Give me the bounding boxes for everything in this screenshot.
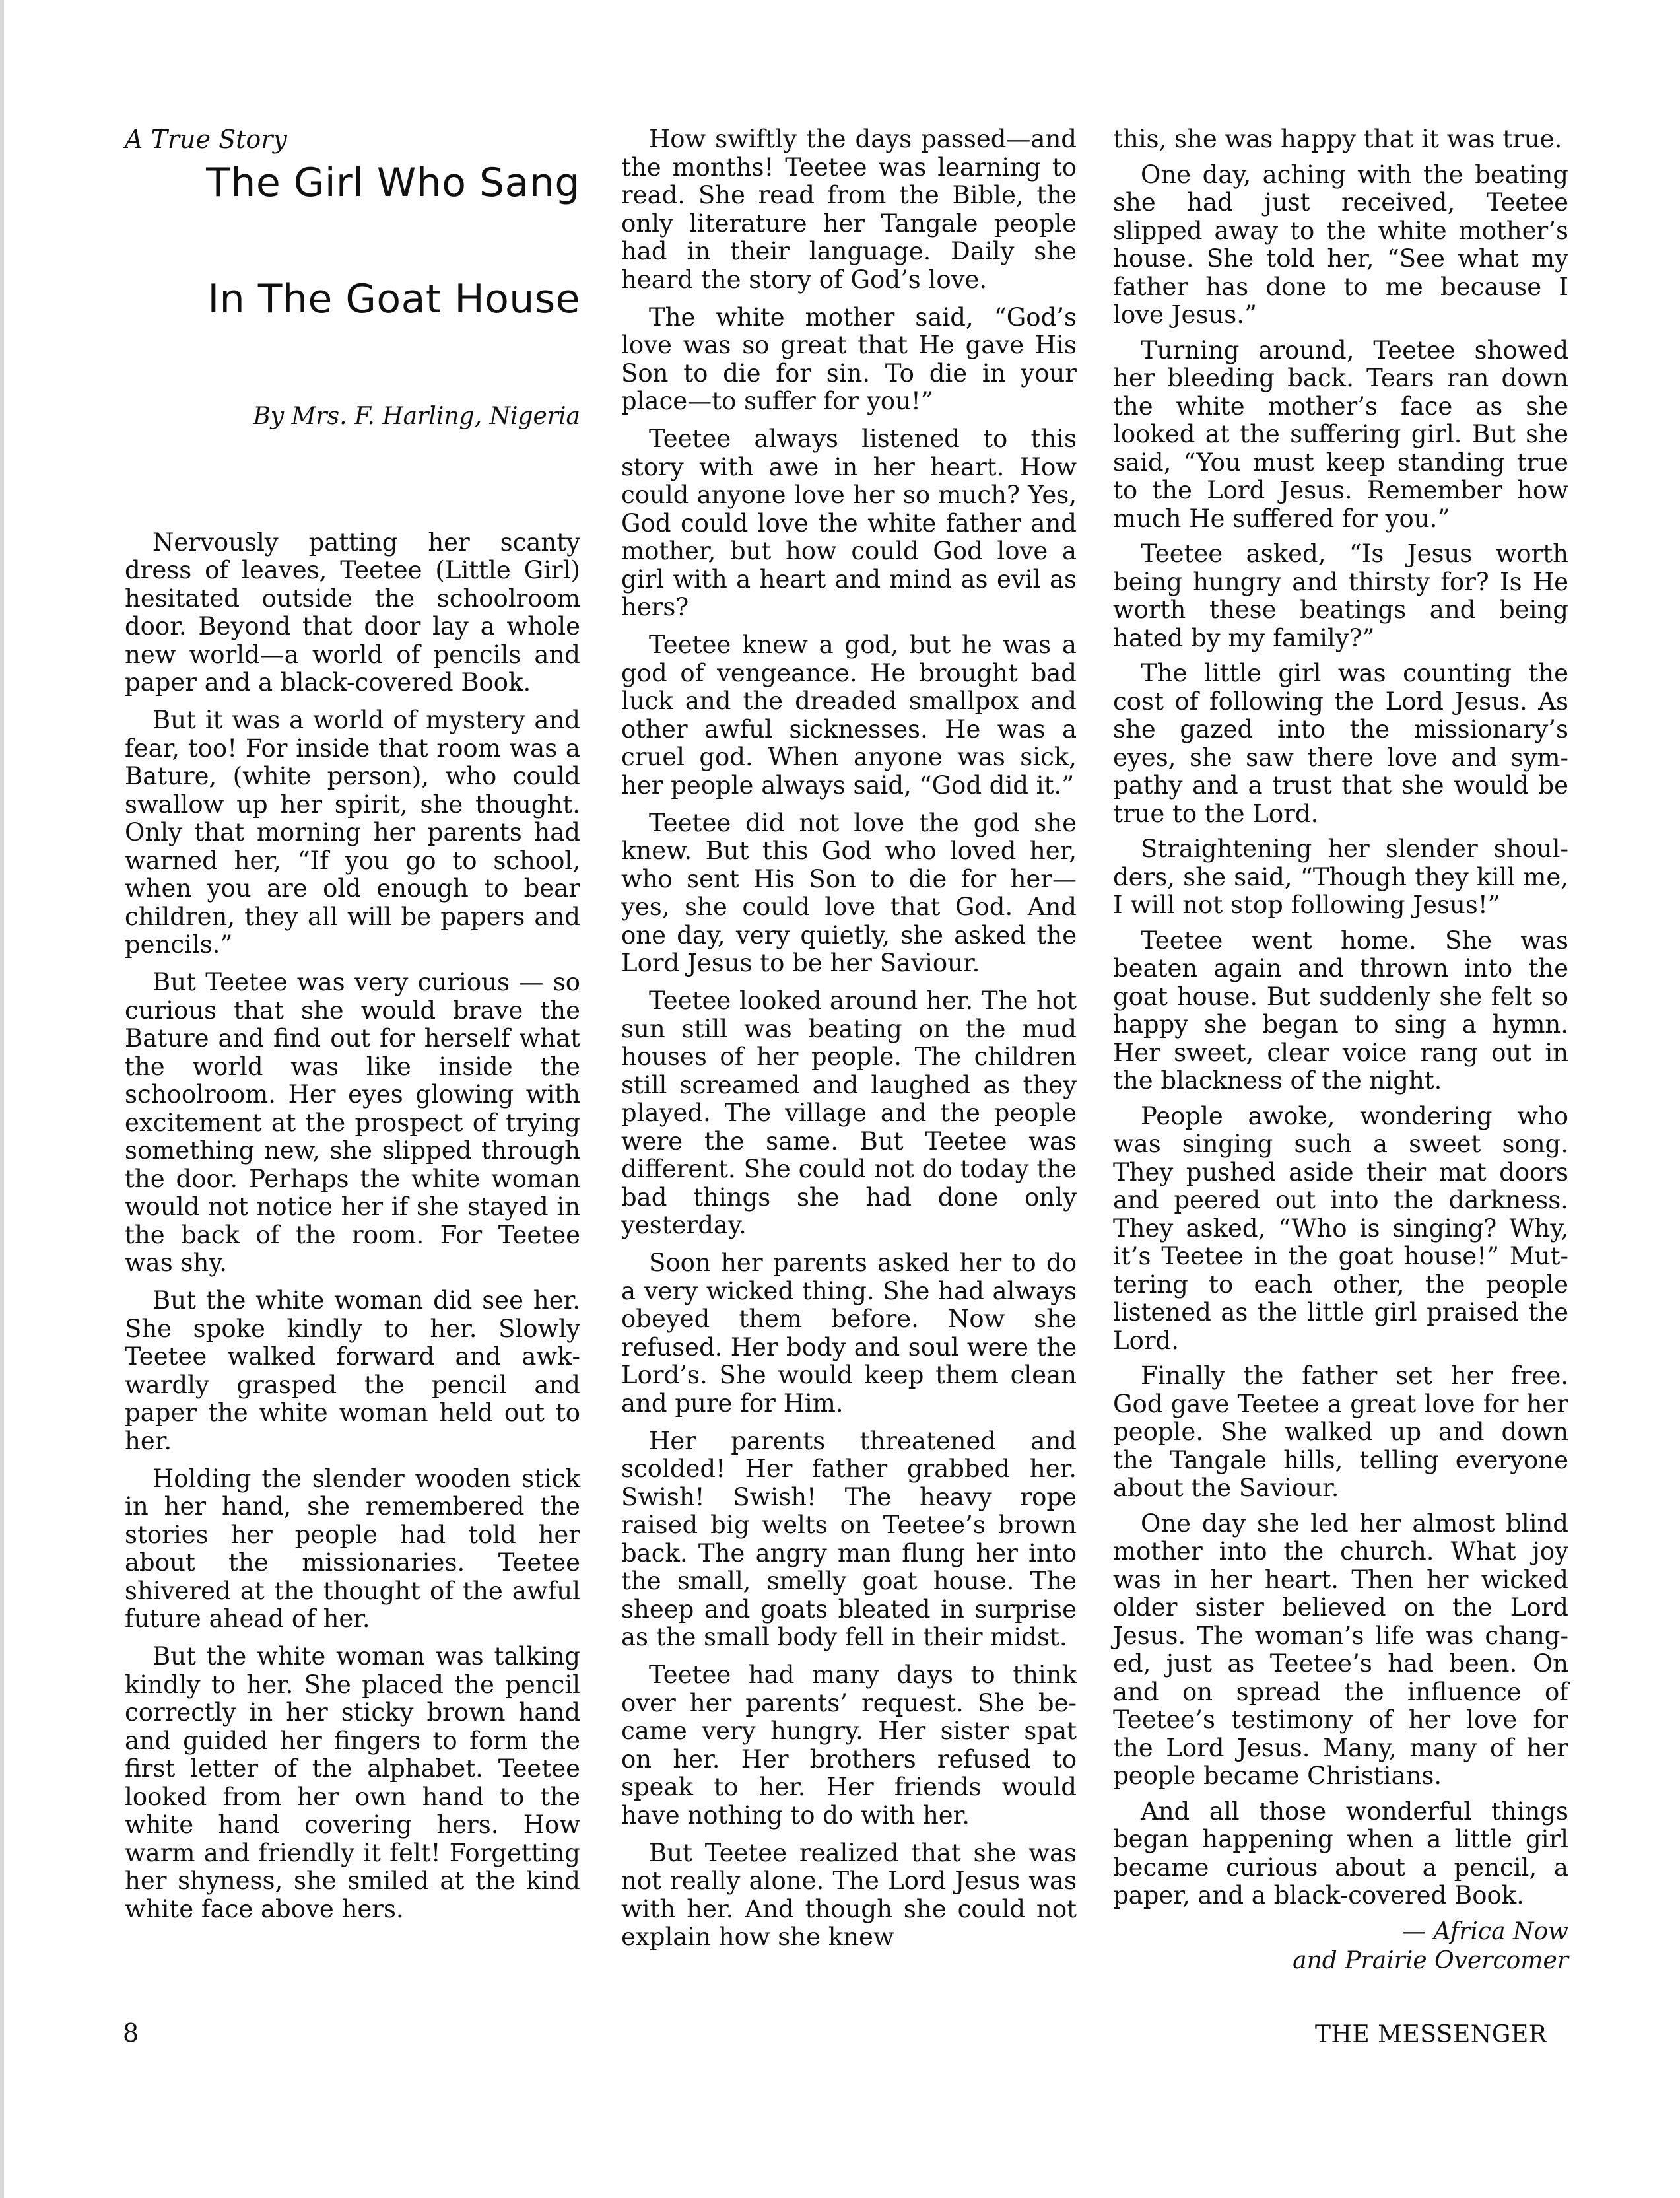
- paragraph: Teetee always listened to this story with awe in her heart. How could anyone love her so much? Yes, God could love the white father and mother, but how could God love a girl with a heart and mind as evil as hers?: [621, 425, 1077, 621]
- paragraph: Soon her parents asked her to do a very wicked thing. She had always obeyed them before. Now she refused. Her body and soul were the Lord’s. She would keep them clean and pure for Him.: [621, 1249, 1077, 1418]
- paragraph: But Teetee realized that she was not really alone. The Lord Jesus was with her. And though she could not explain how she knew: [621, 1838, 1077, 1951]
- paragraph: Her parents threatened and scolded! Her father grabbed her. Swish! Swish! The heavy rope raised big welts on Teetee’s brown back. The angry man flung her into the small, smelly goat house. The sheep and goats bleated in surprise as the small body fell in their midst.: [621, 1426, 1077, 1651]
- paragraph: Straightening her slender shoulders, she said, “Though they kill me, I will not stop following Jesus!”: [1113, 835, 1568, 919]
- article-column-2: [621, 125, 1077, 1961]
- source-credit-line-2: and Prairie Overcomer: [1293, 1946, 1568, 1974]
- article-column-1: [125, 125, 580, 1933]
- paragraph: But Teetee was very curious — so curious that she would brave the Bature and find out for herself what the world was like inside the schoolroom. Her eyes glowing with excitement at the prospect of trying something new, she slipped through the door. Perhaps the white woman would not notice her if she stayed in the back of the room. For Teetee was shy.: [125, 968, 580, 1277]
- paragraph: Nervously patting her scanty dress of leaves, Teetee (Little Girl) hesitated outside the schoolroom door. Beyond that door lay a whole new world—a world of pencils and paper and a black-covered Book.: [125, 528, 580, 697]
- paragraph: Holding the slender wooden stick in her hand, she remembered the stories her people had told her about the missionaries. Teetee shivered at the thought of the awful future ahead of her.: [125, 1464, 580, 1633]
- paragraph: Teetee looked around her. The hot sun still was beating on the mud houses of her people. The children still screamed and laughed as they played. The village and the people were the same. But Teetee was different. She could not do today the bad things she had done only yesterday.: [621, 986, 1077, 1239]
- paragraph: this, she was happy that it was true.: [1113, 125, 1562, 153]
- paragraph: But the white woman did see her. She spoke kindly to her. Slowly Teetee walked forward and awkwardly grasped the pencil and paper the white woman held out to her.: [125, 1286, 580, 1455]
- paragraph: Finally the father set her free. God gave Teetee a great love for her people. She walked up and down the Tangale hills, telling everyone about the Saviour.: [1113, 1361, 1568, 1502]
- paragraph: But it was a world of mystery and fear, too! For inside that room was a Bature, (white person), who could swallow up her spirit, she thought. Only that morning her parents had warned her, “If you go to school, when you are old enough to bear children, they all will be papers and pencils.”: [125, 706, 580, 959]
- paragraph: Turning around, Teetee showed her bleeding back. Tears ran down the white mother’s face as she looked at the suffering girl. But she said, “You must keep standing true to the Lord Jesus. Remember how much He suffered for you.”: [1113, 335, 1568, 533]
- paragraph: Teetee knew a god, but he was a god of vengeance. He brought bad luck and the dreaded smallpox and other awful sicknesses. He was a cruel god. When anyone was sick, her people always said, “God did it.”: [621, 631, 1077, 800]
- article-title-line-2: In The Goat House: [207, 276, 580, 322]
- paragraph: The little girl was counting the cost of following the Lord Jesus. As she gazed into the missionary’s eyes, she saw there love and sympathy and a trust that she would be true to the Lord.: [1113, 659, 1568, 828]
- paragraph: People awoke, wondering who was singing such a sweet song. They pushed aside their mat doors and peered out into the darkness. They asked, “Who is singing? Why, it’s Teetee in the goat house!” Muttering to each other, the people listened as the little girl praised the Lord.: [1113, 1101, 1568, 1355]
- article-kicker: A True Story: [125, 125, 287, 154]
- paragraph: How swiftly the days passed—and the months! Teetee was learning to read. She read from the Bible, the only literature her Tangale people had in their language. Daily she heard the story of God’s love.: [621, 125, 1077, 294]
- paragraph: But the white woman was talking kindly to her. She placed the pencil correctly in her sticky brown hand and guided her fingers to form the first letter of the alphabet. Teetee looked from her own hand to the white hand covering hers. How warm and friendly it felt! Forgetting her shyness, she smiled at the kind white face above hers.: [125, 1642, 580, 1923]
- paragraph: Teetee went home. She was beaten again and thrown into the goat house. But suddenly she felt so happy she began to sing a hymn. Her sweet, clear voice rang out in the blackness of the night.: [1113, 926, 1568, 1095]
- source-credit-line-1: — Africa Now: [1402, 1917, 1568, 1945]
- paragraph: The white mother said, “God’s love was so great that He gave His Son to die for sin. To die in your place—to suffer for you!”: [621, 302, 1077, 415]
- paragraph: One day she led her almost blind mother into the church. What joy was in her heart. Then her wicked older sister believed on the Lord Jesus. The woman’s life was changed, just as Teetee’s had been. On and on spread the influence of Teetee’s testimony of her love for the Lord Jesus. Many, many of her people became Christians.: [1113, 1509, 1568, 1790]
- article-title-line-1: The Girl Who Sang: [206, 160, 580, 206]
- paragraph: Teetee asked, “Is Jesus worth being hungry and thirsty for? Is He worth these beatings and being hated by my family?”: [1113, 539, 1568, 652]
- page-number: 8: [123, 2018, 139, 2047]
- paragraph: And all those wonderful things began happening when a little girl became curious about a pencil, a paper, and a black-covered Book.: [1113, 1797, 1568, 1909]
- paragraph: Teetee had many days to think over her parents’ request. She became very hungry. Her sister spat on her. Her brothers refused to speak to her. Her friends would have nothing to do with her.: [621, 1661, 1077, 1830]
- article-byline: By Mrs. F. Harling, Nigeria: [253, 403, 580, 430]
- magazine-name: THE MESSENGER: [1315, 2021, 1547, 2048]
- article-column-3: [1113, 125, 1568, 1975]
- paragraph: Teetee did not love the god she knew. But this God who loved her, who sent His Son to die for her—yes, she could love that God. And one day, very quietly, she asked the Lord Jesus to be her Saviour.: [621, 808, 1077, 977]
- paragraph: One day, aching with the beating she had just received, Teetee slipped away to the white mother’s house. She told her, “See what my father has done to me because I love Jesus.”: [1113, 160, 1568, 329]
